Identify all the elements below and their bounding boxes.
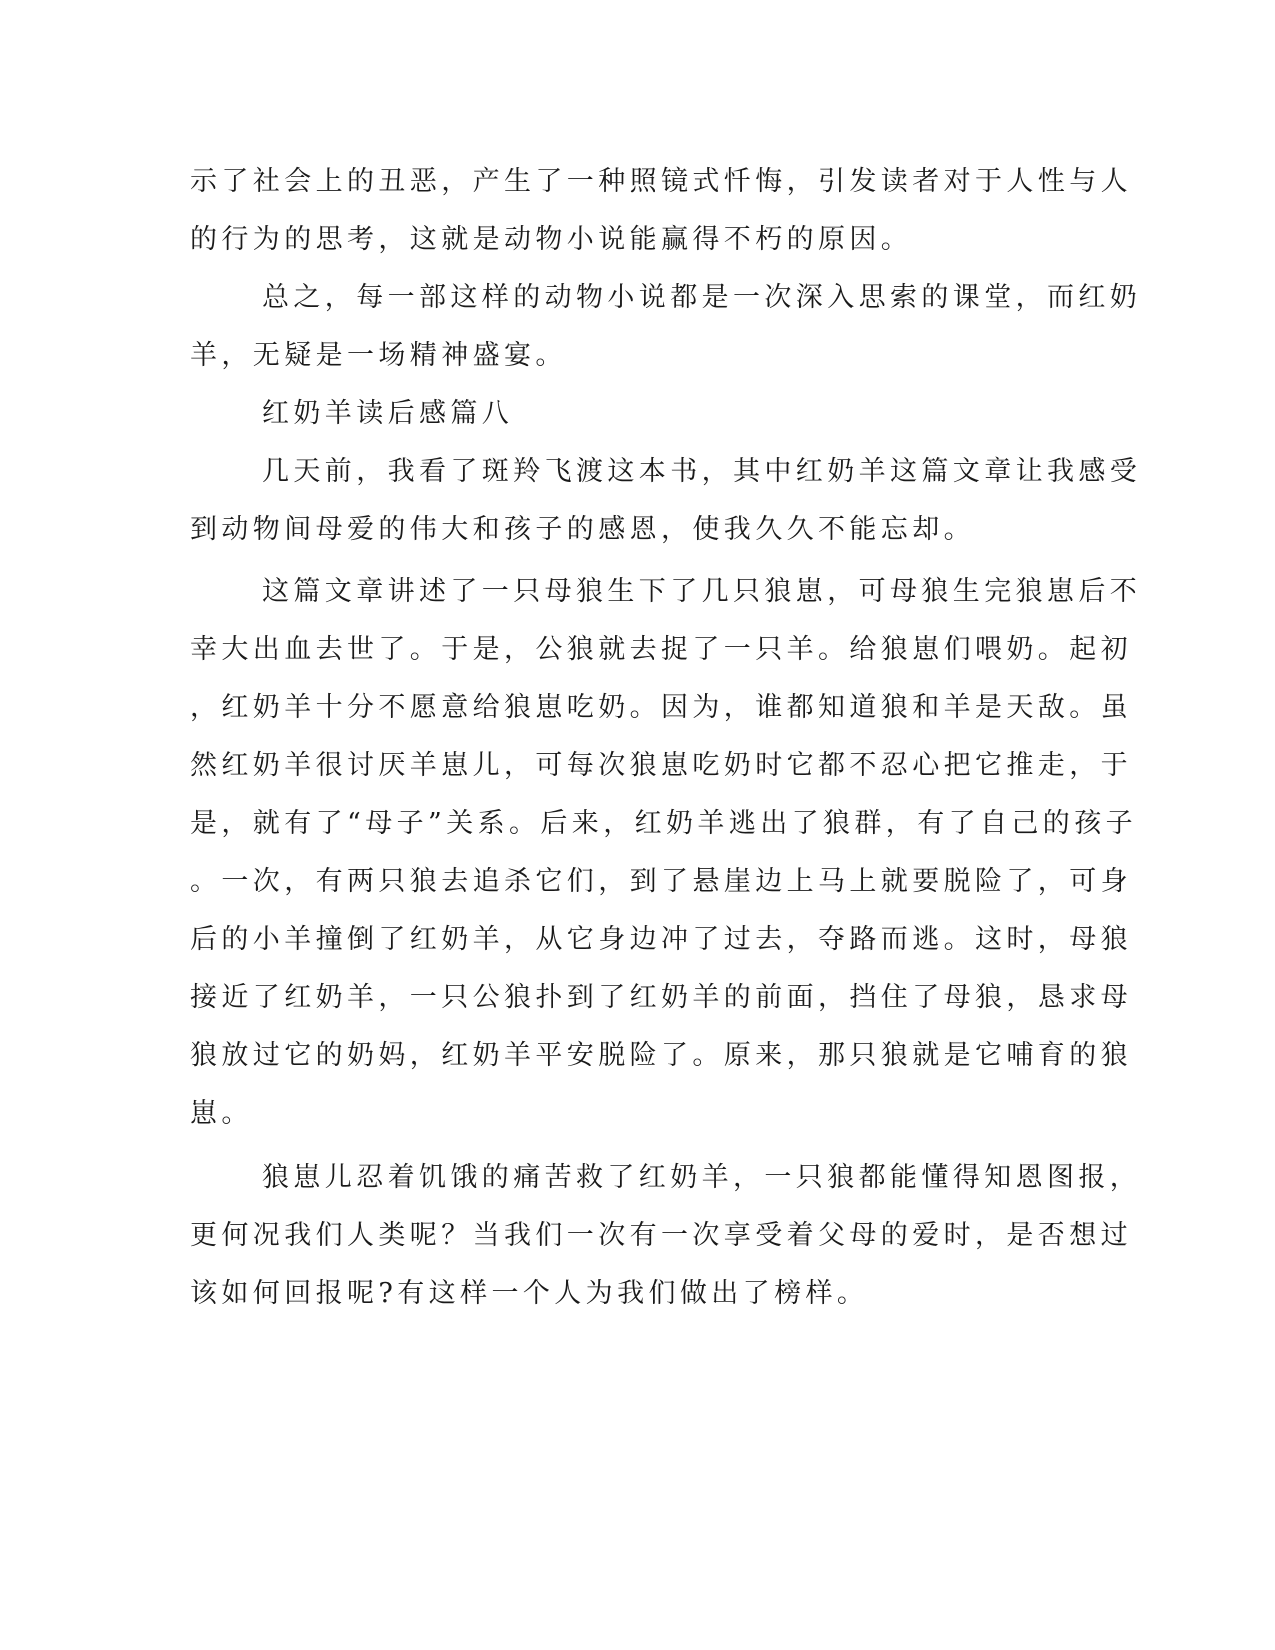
text-line: 示了社会上的丑恶，产生了一种照镜式忏悔，引发读者对于人性与人 [190, 166, 1132, 197]
text-line: 然红奶羊很讨厌羊崽儿，可每次狼崽吃奶时它都不忍心把它推走，于 [190, 750, 1132, 781]
text-line: ，红奶羊十分不愿意给狼崽吃奶。因为，谁都知道狼和羊是天敌。虽 [190, 692, 1132, 723]
text-line: 是，就有了“母子”关系。后来，红奶羊逃出了狼群，有了自己的孩子 [190, 808, 1138, 839]
text-line: 崽。 [190, 1098, 253, 1129]
paragraph-first-line: 总之，每一部这样的动物小说都是一次深入思索的课堂，而红奶 [262, 282, 1142, 313]
paragraph-first-line: 这篇文章讲述了一只母狼生下了几只狼崽，可母狼生完狼崽后不 [262, 576, 1142, 607]
text-line: 羊，无疑是一场精神盛宴。 [190, 340, 567, 371]
text-line: 幸大出血去世了。于是，公狼就去捉了一只羊。给狼崽们喂奶。起初 [190, 634, 1132, 665]
paragraph-first-line: 狼崽儿忍着饥饿的痛苦救了红奶羊，一只狼都能懂得知恩图报， [262, 1162, 1142, 1193]
paragraph-first-line: 几天前，我看了斑羚飞渡这本书，其中红奶羊这篇文章让我感受 [262, 456, 1142, 487]
text-line: 狼放过它的奶妈，红奶羊平安脱险了。原来，那只狼就是它哺育的狼 [190, 1040, 1132, 1071]
text-line: 。一次，有两只狼去追杀它们，到了悬崖边上马上就要脱险了，可身 [190, 866, 1132, 897]
text-line: 更何况我们人类呢？当我们一次有一次享受着父母的爱时，是否想过 [190, 1220, 1132, 1251]
text-line: 的行为的思考，这就是动物小说能赢得不朽的原因。 [190, 224, 913, 255]
text-line: 该如何回报呢?有这样一个人为我们做出了榜样。 [190, 1278, 869, 1309]
section-heading: 红奶羊读后感篇八 [262, 398, 514, 429]
text-line: 接近了红奶羊，一只公狼扑到了红奶羊的前面，挡住了母狼，恳求母 [190, 982, 1132, 1013]
text-line: 后的小羊撞倒了红奶羊，从它身边冲了过去，夺路而逃。这时，母狼 [190, 924, 1132, 955]
text-line: 到动物间母爱的伟大和孩子的感恩，使我久久不能忘却。 [190, 514, 975, 545]
